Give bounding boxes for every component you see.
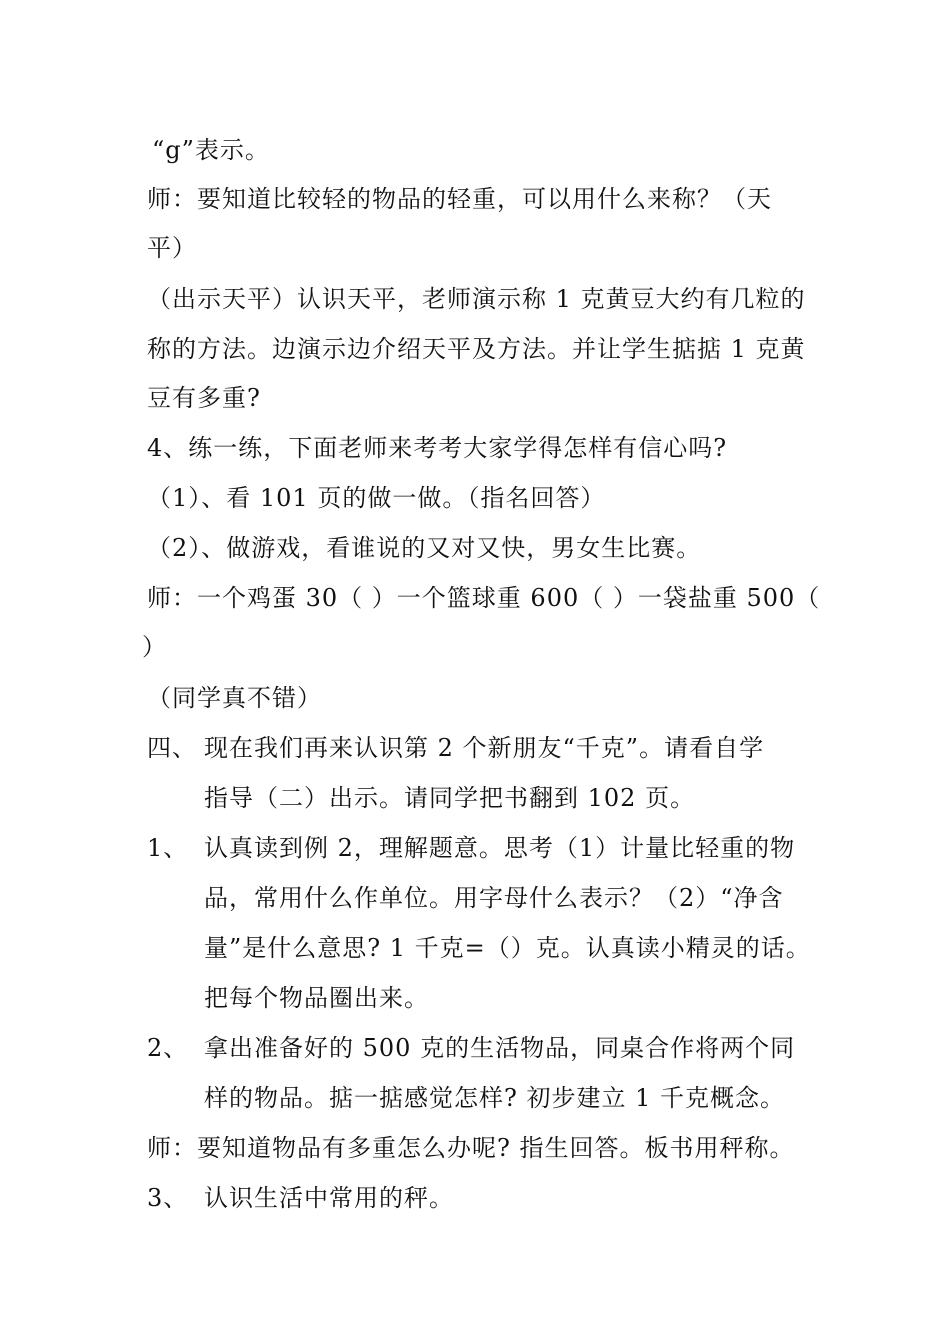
text-line: 豆有多重? bbox=[147, 384, 261, 412]
text-line: 师：要知道比较轻的物品的轻重，可以用什么来称？（天 bbox=[147, 185, 772, 213]
text-line: 量”是什么意思? 1 千克=（）克。认真读小精灵的话。 bbox=[204, 934, 811, 962]
text-line: 指导（二）出示。请同学把书翻到 102 页。 bbox=[204, 784, 696, 812]
text-line: “g”表示。 bbox=[152, 136, 270, 164]
text-line: ） bbox=[142, 633, 167, 661]
text-line: 拿出准备好的 500 克的生活物品，同桌合作将两个同 bbox=[204, 1034, 796, 1062]
text-line: 平） bbox=[147, 234, 197, 262]
text-line: 4、练一练，下面老师来考考大家学得怎样有信心吗? bbox=[147, 434, 728, 462]
text-line: 认真读到例 2，理解题意。思考（1）计量比轻重的物 bbox=[204, 834, 796, 862]
text-line: 把每个物品圈出来。 bbox=[204, 984, 429, 1012]
text-line: （1）、看 101 页的做一做。（指名回答） bbox=[147, 484, 606, 512]
text-line: （同学真不错） bbox=[147, 684, 322, 712]
text-line: 样的物品。掂一掂感觉怎样? 初步建立 1 千克概念。 bbox=[204, 1084, 786, 1112]
text-line: （出示天平）认识天平，老师演示称 1 克黄豆大约有几粒的 bbox=[147, 285, 806, 313]
text-line: 认识生活中常用的秤。 bbox=[204, 1184, 454, 1212]
text-line: 现在我们再来认识第 2 个新朋友“千克”。请看自学 bbox=[204, 734, 765, 762]
item-marker: 3、 bbox=[147, 1184, 189, 1212]
text-line: （2）、做游戏，看谁说的又对又快，男女生比赛。 bbox=[147, 534, 702, 562]
text-line: 称的方法。边演示边介绍天平及方法。并让学生掂掂 1 克黄 bbox=[147, 335, 806, 363]
text-line: 师：一个鸡蛋 30（ ）一个篮球重 600（ ）一袋盐重 500（ bbox=[147, 584, 821, 612]
item-marker: 2、 bbox=[147, 1034, 189, 1062]
section-marker: 四、 bbox=[147, 734, 197, 762]
text-line: 师：要知道物品有多重怎么办呢? 指生回答。板书用秤称。 bbox=[147, 1134, 795, 1162]
text-line: 品，常用什么作单位。用字母什么表示？（2）“净含 bbox=[204, 884, 784, 912]
item-marker: 1、 bbox=[147, 834, 189, 862]
